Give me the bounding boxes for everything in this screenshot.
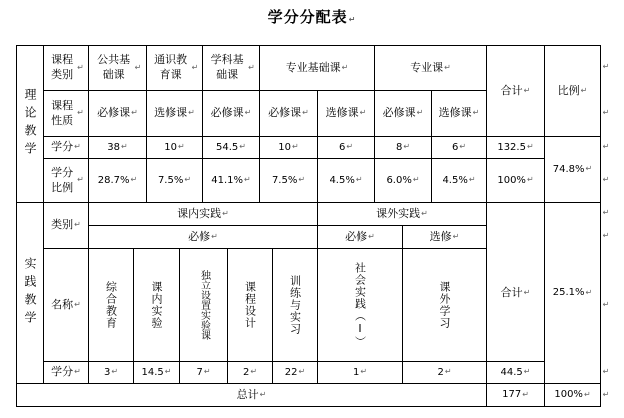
theory-section-label: 理论教学 <box>16 45 44 203</box>
grand-total-ratio: 100% ↵ <box>544 383 601 407</box>
practice-credit-label: 学分 ↵ <box>43 361 89 384</box>
in-class-required: 必修 ↵ <box>88 225 318 249</box>
practice-credit-cell: 1 ↵ <box>317 361 403 384</box>
row-end-mark: ↵ <box>602 367 610 376</box>
practice-credit-cell: 7 ↵ <box>179 361 228 384</box>
grand-total-label: 总计 ↵ <box>16 383 487 407</box>
out-class-elective: 选修 ↵ <box>402 225 487 249</box>
nature-cell: 必修课 ↵ <box>259 90 318 137</box>
category-major-basic: 专业基础课 ↵ <box>259 45 375 91</box>
theory-total-label: 合计 ↵ <box>486 45 545 137</box>
credit-cell: 8 ↵ <box>374 136 432 159</box>
practice-section-label: 实践教学 <box>16 202 44 384</box>
practice-credit-cell: 2 ↵ <box>402 361 487 384</box>
out-class-practice: 课外实践 ↵ <box>317 202 487 226</box>
category-general-education: 通识教育课 ↵ <box>146 45 203 91</box>
nature-cell: 选修课 ↵ <box>317 90 375 137</box>
row-end-mark: ↵ <box>602 300 610 309</box>
row-end-mark: ↵ <box>602 231 610 240</box>
practice-item-name: 课外学习 <box>402 248 487 362</box>
nature-cell: 选修课 ↵ <box>431 90 487 137</box>
theory-proportion-value: 74.8% ↵ <box>544 136 601 203</box>
course-nature-label: 课程性质 ↵ <box>43 90 89 137</box>
nature-cell: 选修课 ↵ <box>146 90 203 137</box>
practice-item-name: 独立设置实验课 <box>179 248 228 362</box>
ratio-cell: 4.5% ↵ <box>317 158 375 203</box>
ratio-cell: 6.0% ↵ <box>374 158 432 203</box>
practice-total-credit: 44.5 ↵ <box>486 361 545 384</box>
theory-ratio-label: 学分比例 ↵ <box>43 158 89 203</box>
in-class-practice: 课内实践 ↵ <box>88 202 318 226</box>
row-end-mark: ↵ <box>602 175 610 184</box>
credit-cell: 6 ↵ <box>317 136 375 159</box>
practice-credit-cell: 22 ↵ <box>272 361 318 384</box>
practice-type-label: 类别 ↵ <box>43 202 89 249</box>
credit-cell: 10 ↵ <box>259 136 318 159</box>
ratio-cell: 7.5% ↵ <box>146 158 203 203</box>
table-title: 学分分配表↵ <box>267 8 357 26</box>
ratio-cell: 4.5% ↵ <box>431 158 487 203</box>
category-discipline-basic: 学科基础课 ↵ <box>202 45 260 91</box>
practice-credit-cell: 14.5 ↵ <box>133 361 180 384</box>
practice-item-name: 训练与实习 <box>272 248 318 362</box>
credit-cell: 54.5 ↵ <box>202 136 260 159</box>
theory-total-credit: 132.5 ↵ <box>486 136 545 159</box>
credit-cell: 6 ↵ <box>431 136 487 159</box>
practice-item-name: 社会实践（Ⅰ） <box>317 248 403 362</box>
row-end-mark: ↵ <box>602 62 610 71</box>
theory-total-ratio: 100% ↵ <box>486 158 545 203</box>
ratio-cell: 28.7% ↵ <box>88 158 147 203</box>
practice-total-label: 合计 ↵ <box>486 202 545 384</box>
row-end-mark: ↵ <box>602 142 610 151</box>
practice-item-name: 课程设计 <box>227 248 273 362</box>
credit-cell: 38 ↵ <box>88 136 147 159</box>
grand-total-credit: 177 ↵ <box>486 383 545 407</box>
practice-proportion-value: 25.1% ↵ <box>544 202 601 384</box>
practice-credit-cell: 2 ↵ <box>227 361 273 384</box>
practice-item-name: 课内实验 <box>133 248 180 362</box>
nature-cell: 必修课 ↵ <box>88 90 147 137</box>
ratio-cell: 41.1% ↵ <box>202 158 260 203</box>
credit-cell: 10 ↵ <box>146 136 203 159</box>
row-end-mark: ↵ <box>602 390 610 399</box>
practice-item-name: 综合教育 <box>88 248 134 362</box>
practice-name-label: 名称 ↵ <box>43 248 89 362</box>
theory-proportion-label: 比例 ↵ <box>544 45 601 137</box>
practice-credit-cell: 3 ↵ <box>88 361 134 384</box>
category-public-basic: 公共基础课 ↵ <box>88 45 147 91</box>
row-end-mark: ↵ <box>602 108 610 117</box>
course-type-label: 课程类别 ↵ <box>43 45 89 91</box>
category-major: 专业课 ↵ <box>374 45 487 91</box>
nature-cell: 必修课 ↵ <box>374 90 432 137</box>
nature-cell: 必修课 ↵ <box>202 90 260 137</box>
out-class-required: 必修 ↵ <box>317 225 403 249</box>
theory-credit-label: 学分 ↵ <box>43 136 89 159</box>
ratio-cell: 7.5% ↵ <box>259 158 318 203</box>
row-end-mark: ↵ <box>602 208 610 217</box>
